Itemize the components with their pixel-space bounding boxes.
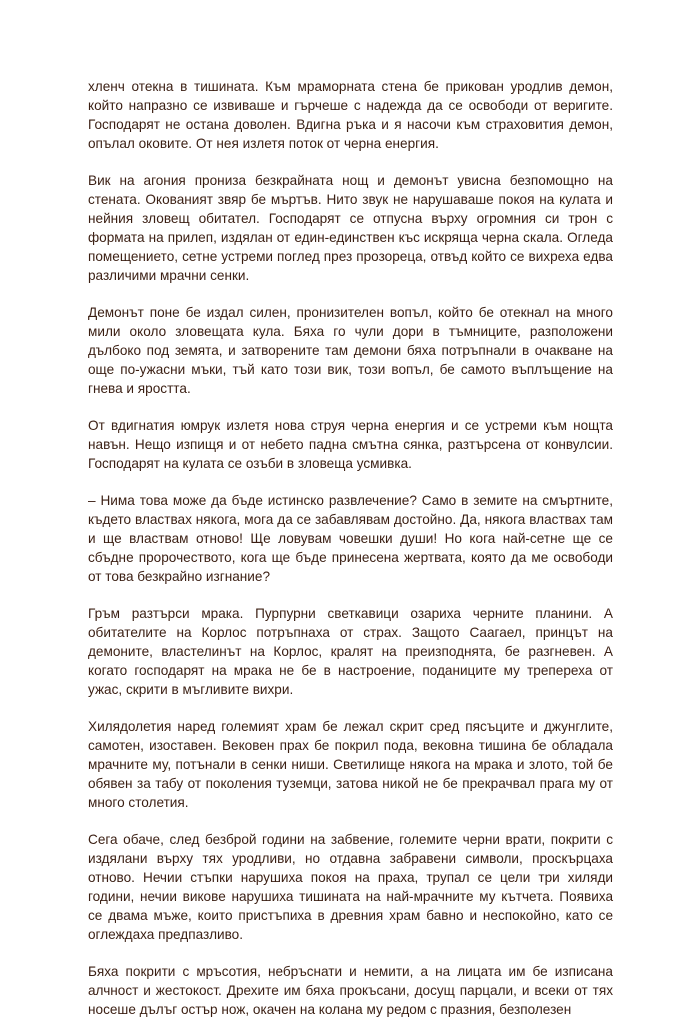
document-body — [88, 77, 613, 1019]
paragraph: Гръм разтърси мрака. Пурпурни светкавици озариха черните планини. А обитателите на Корлос потръпнаха от страх. Защото Саагаел, принцът на демоните, властелинът на Корлос, кралят на преизподнята, бе разгневен. А когато господарят на мрака не бе в настроение, поданиците му трепереха от ужас, скрити в мъгливите вихри. — [88, 606, 613, 697]
paragraph: хленч отекна в тишината. Към мраморната стена бе прикован уродлив демон, който напразно се извиваше и гърчеше с надежда да се освободи от веригите. Господарят не остана доволен. Вдигна ръка и я насочи към страховития демон, опълал оковите. От нея излетя поток от черна енергия. — [88, 79, 613, 151]
paragraph: Вик на агония прониза безкрайната нощ и демонът увисна безпомощно на стената. Окованият звяр бе мъртъв. Нито звук не нарушаваше покоя на кулата и нейния зловещ обитател. Господарят се отпусна върху огромния си трон с формата на прилеп, издялан от един-единствен къс искряща черна скала. Огледа помещението, сетне устреми поглед през прозореца, отвъд който се вихреха едва различими мрачни сенки. — [88, 173, 613, 283]
paragraph: Хилядолетия наред големият храм бе лежал скрит сред пясъците и джунглите, самотен, изоставен. Вековен прах бе покрил пода, вековна тишина бе обладала мрачните му, потънали в сенки ниши. Светилище някога на мрака и злото, той бе обявен за табу от поколения туземци, затова никой не бе прекрачвал прага му от много столетия. — [88, 719, 613, 810]
paragraph: От вдигнатия юмрук излетя нова струя черна енергия и се устреми към нощта навън. Нещо изпищя и от небето падна смътна сянка, разтърсена от конвулсии. Господарят на кулата се озъби в зловеща усмивка. — [88, 418, 613, 471]
paragraph: Сега обаче, след безброй години на забвение, големите черни врати, покрити с издялани върху тях уродливи, но отдавна забравени символи, проскърцаха отново. Нечии стъпки нарушиха покоя на праха, трупал се цели три хиляди години, нечии викове нарушиха тишината на най-мрачните му кътчета. Появиха се двама мъже, които пристъпиха в древния храм бавно и неспокойно, като се оглеждаха предпазливо. — [88, 832, 613, 942]
paragraph: Демонът поне бе издал силен, пронизителен вопъл, който бе отекнал на много мили около зловещата кула. Бяха го чули дори в тъмниците, разположени дълбоко под земята, и затворените там демони бяха потръпнали в очакване на още по-ужасни мъки, тъй като този вик, този вопъл, бе самото въплъщение на гнева и яростта. — [88, 305, 613, 396]
paragraph: – Нима това може да бъде истинско развлечение? Само в земите на смъртните, където властвах някога, мога да се забавлявам достойно. Да, някога властвах там и ще властвам отново! Ще ловувам човешки души! Но кога най-сетне ще се сбъдне пророчеството, кога ще бъде принесена жертвата, която да ме освободи от това безкрайно изгнание? — [88, 493, 613, 584]
paragraph: Бяха покрити с мръсотия, небръснати и немити, а на лицата им бе изписана алчност и жестокост. Дрехите им бяха прокъсани, досущ парцали, и всеки от тях носеше дълъг остър нож, окачен на колана му редом с празния, безполезен — [88, 964, 613, 1017]
